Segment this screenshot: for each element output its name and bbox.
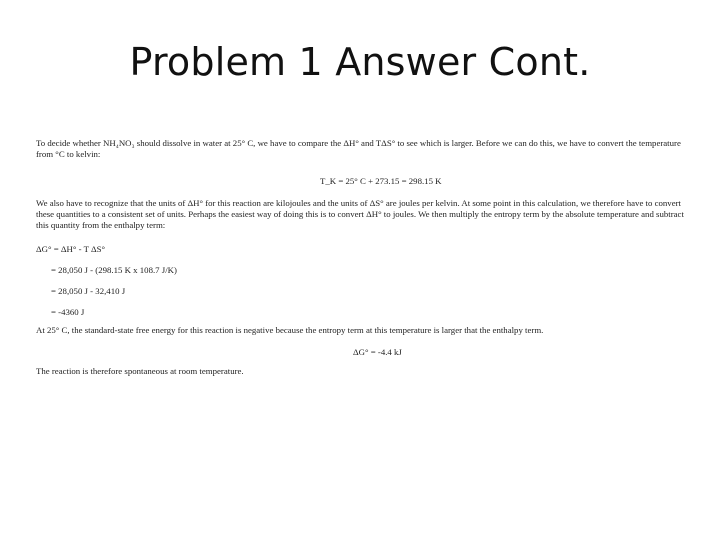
intro-paragraph: To decide whether NH₄NO₃ should dissolve in water at 25° C, we have to compare the ΔH° and TΔS° to see which is larger. Before we can do this, we have to convert the temperature from °C to kelvin: <box>36 138 681 159</box>
conclusion-section <box>36 325 686 336</box>
answer-body <box>36 138 686 160</box>
calculation-result: = -4360 J <box>51 307 85 317</box>
calculation-step-2: = 28,050 J - 32,410 J <box>51 286 126 296</box>
calculation-step-1: = 28,050 J - (298.15 K x 108.7 J/K) <box>51 265 177 275</box>
units-paragraph: We also have to recognize that the units of ΔH° for this reaction are kilojoules and the units of ΔS° are joules per kelvin. At some point in this calculation, we therefore have to convert these quantities to a consistent set of units. Perhaps the easiest way of doing this is to convert ΔH° to joules. We then multiply the entropy term by the absolute temperature and subtract this quantity from the enthalpy term: <box>36 198 684 230</box>
conclusion-paragraph: At 25° C, the standard-state free energy for this reaction is negative because the entropy term at this temperature is larger that the enthalpy term. <box>36 325 544 335</box>
temperature-conversion: T_K = 25° C + 273.15 = 298.15 K <box>320 176 442 186</box>
gibbs-equation: ΔG° = ΔH° - T ΔS° <box>36 244 106 254</box>
spontaneity-paragraph: The reaction is therefore spontaneous at room temperature. <box>36 366 244 376</box>
units-section <box>36 198 686 231</box>
spontaneity-section <box>36 366 686 377</box>
final-answer: ΔG° = -4.4 kJ <box>353 347 402 357</box>
slide-title: Problem 1 Answer Cont. <box>129 40 591 84</box>
